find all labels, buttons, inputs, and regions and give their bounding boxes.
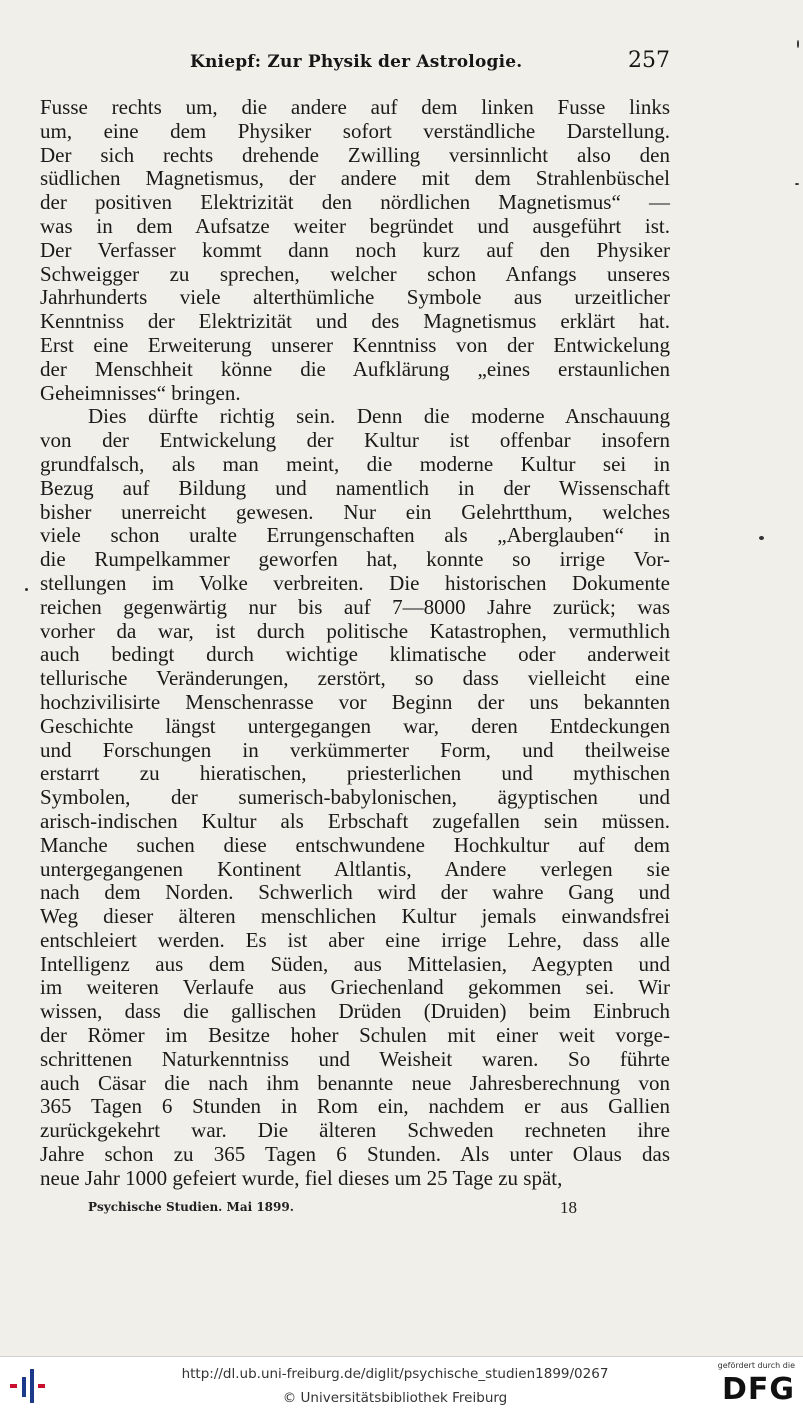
- sponsor-caption: gefördert durch die: [717, 1361, 795, 1370]
- text-line: um, eine dem Physiker sofort verständliche Darstellung.: [40, 118, 670, 143]
- text-line: Jahre schon zu 365 Tagen 6 Stunden. Als unter Olaus das: [40, 1142, 670, 1167]
- text-line: was in dem Aufsatze weiter begründet und ausgeführt ist.: [40, 213, 670, 238]
- text-line: 365 Tagen 6 Stunden in Rom ein, nachdem er aus Gallien: [40, 1094, 670, 1119]
- text-line: Geheimnisses“ bringen.: [40, 380, 241, 405]
- text-line: der positiven Elektrizität den nördlichen Magnetismus“ —: [40, 190, 670, 215]
- text-line: zurückgekehrt war. Die älteren Schweden rechneten ihre: [40, 1118, 670, 1143]
- text-line: stellungen im Volke verbreiten. Die historischen Dokumente: [40, 570, 670, 595]
- text-line: entschleiert werden. Es ist aber eine irrige Lehre, dass alle: [40, 927, 670, 952]
- journal-citation: Psychische Studien. Mai 1899.: [88, 1200, 294, 1214]
- print-speck: [25, 588, 28, 591]
- page-footer: [88, 1200, 588, 1222]
- text-line: Symbolen, der sumerisch-babylonischen, ägyptischen und: [40, 785, 670, 810]
- dfg-logo[interactable]: [707, 1361, 795, 1409]
- running-title: Kniepf: Zur Physik der Astrologie.: [190, 52, 523, 72]
- text-line: Der sich rechts drehende Zwilling versinnlicht also den: [40, 142, 670, 167]
- text-line: auch Cäsar die nach ihm benannte neue Jahresberechnung von: [40, 1070, 670, 1095]
- viewer-footer-bar: [0, 1356, 803, 1414]
- source-url-link[interactable]: http://dl.ub.uni-freiburg.de/diglit/psychische_studien1899/0267: [181, 1366, 609, 1382]
- text-line: arisch-indischen Kultur als Erbschaft zugefallen sein müssen.: [40, 808, 670, 833]
- text-line: grundfalsch, als man meint, die moderne Kultur sei in: [40, 451, 670, 476]
- dfg-logo-text: DFG: [721, 1372, 795, 1407]
- text-line: viele schon uralte Errungenschaften als „Aberglauben“ in: [40, 523, 670, 548]
- text-line: tellurische Veränderungen, zerstört, so dass vielleicht eine: [40, 666, 670, 691]
- page-number: 257: [628, 48, 670, 73]
- text-line: vorher da war, ist durch politische Katastrophen, vermuthlich: [40, 618, 670, 643]
- text-line: der Menschheit könne die Aufklärung „eines erstaunlichen: [40, 356, 670, 381]
- print-speck: [759, 536, 764, 540]
- text-line: hochzivilisirte Menschenrasse vor Beginn der uns bekannten: [40, 689, 670, 714]
- body-text: [40, 96, 670, 1191]
- text-line: Dies dürfte richtig sein. Denn die moderne Anschauung: [88, 404, 670, 429]
- text-line: erstarrt zu hieratischen, priesterlichen und mythischen: [40, 761, 670, 786]
- copyright-notice: © Universitätsbibliothek Freiburg: [282, 1390, 508, 1406]
- text-line: Fusse rechts um, die andere auf dem linken Fusse links: [40, 95, 670, 119]
- print-speck: [797, 40, 799, 48]
- text-line: Kenntniss der Elektrizität und des Magnetismus erklärt hat.: [40, 309, 670, 334]
- text-line: Schweigger zu sprechen, welcher schon Anfangs unseres: [40, 261, 670, 286]
- text-line: schrittenen Naturkenntniss und Weisheit waren. So führte: [40, 1046, 670, 1071]
- page-header: [40, 46, 670, 80]
- text-line: Intelligenz aus dem Süden, aus Mittelasien, Aegypten und: [40, 951, 670, 976]
- text-line: bisher unerreicht gewesen. Nur ein Gelehrtthum, welches: [40, 499, 670, 524]
- text-line: Jahrhunderts viele alterthümliche Symbole aus urzeitlicher: [40, 285, 670, 310]
- text-line: nach dem Norden. Schwerlich wird der wahre Gang und: [40, 880, 670, 905]
- text-line: südlichen Magnetismus, der andere mit dem Strahlenbüschel: [40, 166, 670, 191]
- text-line: der Römer im Besitze hoher Schulen mit einer weit vorge-: [40, 1023, 670, 1048]
- signature-mark: 18: [560, 1198, 577, 1217]
- text-line: Erst eine Erweiterung unserer Kenntniss von der Entwickelung: [40, 332, 670, 357]
- text-line: neue Jahr 1000 gefeiert wurde, fiel dieses um 25 Tage zu spät,: [40, 1165, 563, 1190]
- text-line: wissen, dass die gallischen Drüden (Druiden) beim Einbruch: [40, 999, 670, 1024]
- text-line: Manche suchen diese entschwundene Hochkultur auf dem: [40, 832, 670, 857]
- print-speck: [795, 183, 799, 185]
- text-line: untergegangenen Kontinent Altlantis, Andere verlegen sie: [40, 856, 670, 881]
- text-line: auch bedingt durch wichtige klimatische oder anderweit: [40, 642, 670, 667]
- text-line: reichen gegenwärtig nur bis auf 7—8000 Jahre zurück; was: [40, 594, 670, 619]
- text-line: Der Verfasser kommt dann noch kurz auf den Physiker: [40, 237, 670, 262]
- text-line: die Rumpelkammer geworfen hat, konnte so irrige Vor-: [40, 547, 670, 572]
- text-line: Weg dieser älteren menschlichen Kultur jemals einwandsfrei: [40, 904, 670, 929]
- text-line: von der Entwickelung der Kultur ist offenbar insofern: [40, 428, 670, 453]
- text-line: und Forschungen in verkümmerter Form, und theilweise: [40, 737, 670, 762]
- text-line: Bezug auf Bildung und namentlich in der Wissenschaft: [40, 475, 670, 500]
- ub-freiburg-logo-icon[interactable]: [8, 1367, 52, 1405]
- text-line: Geschichte längst untergegangen war, deren Entdeckungen: [40, 713, 670, 738]
- text-line: im weiteren Verlaufe aus Griechenland gekommen sei. Wir: [40, 975, 670, 1000]
